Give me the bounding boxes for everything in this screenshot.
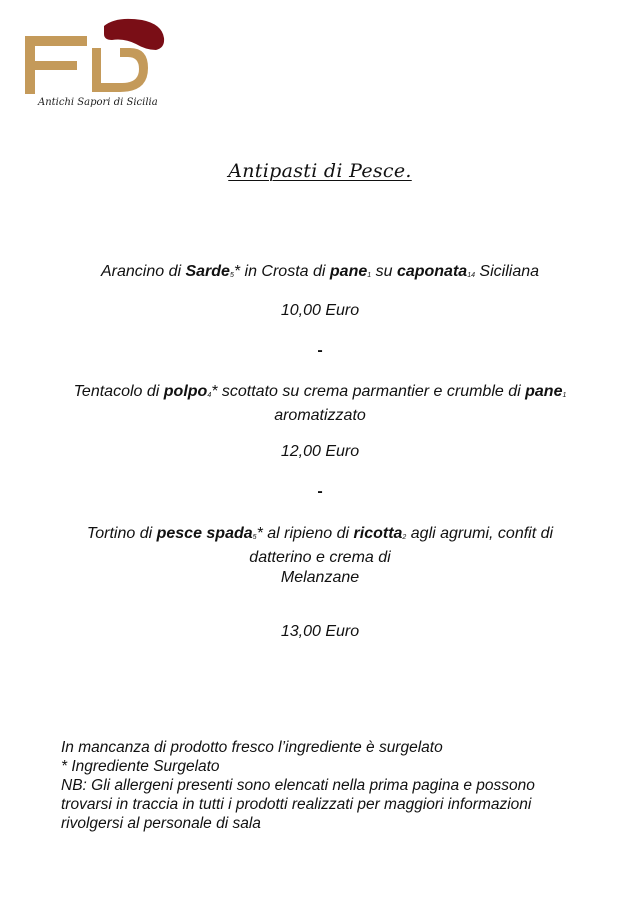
allergen-number: 2: [402, 534, 407, 541]
allergen-notes: [61, 738, 581, 833]
dish-text: * scottato su crema parmantier e crumble di: [211, 383, 526, 400]
dish-description: [60, 382, 580, 426]
allergen-number: 1: [562, 392, 567, 399]
note-line: In mancanza di prodotto fresco l’ingrediente è surgelato: [61, 739, 443, 756]
note-line: rivolgersi al personale di sala: [61, 815, 261, 832]
ingredient-highlight: Sarde: [185, 263, 230, 280]
note-line: NB: Gli allergeni presenti sono elencati nella prima pagina e possono: [61, 777, 535, 794]
dish-price: 10,00 Euro: [280, 302, 360, 319]
ingredient-highlight: caponata: [396, 263, 468, 280]
separator: -: [317, 483, 323, 500]
dish-text: su: [371, 263, 397, 280]
separator: -: [317, 342, 323, 359]
dish-text: aromatizzato: [274, 407, 366, 424]
allergen-number: 5: [229, 272, 234, 279]
dish-text: Tentacolo di: [73, 383, 164, 400]
allergen-number: 1: [367, 272, 372, 279]
dish-text: Tortino di: [86, 525, 157, 542]
dish-description: [60, 262, 580, 286]
dish-price: 13,00 Euro: [280, 623, 360, 640]
allergen-number: 5: [252, 534, 257, 541]
note-line: * Ingrediente Surgelato: [61, 758, 220, 775]
allergen-number: 14: [467, 272, 475, 279]
dish-text: Melanzane: [280, 569, 360, 586]
dish-description: [60, 524, 580, 588]
dish-text: * al ripieno di: [256, 525, 354, 542]
ingredient-highlight: polpo: [163, 383, 208, 400]
section-title: Antipasti di Pesce.: [228, 160, 412, 182]
allergen-number: 4: [207, 392, 212, 399]
ingredient-highlight: pesce spada: [156, 525, 253, 542]
dish-text: agli agrumi, confit di datterino e crema di: [249, 525, 554, 566]
note-line: trovarsi in traccia in tutti i prodotti realizzati per maggiori informazioni: [61, 796, 532, 813]
ingredient-highlight: ricotta: [353, 525, 403, 542]
ingredient-highlight: pane: [329, 263, 368, 280]
ingredient-highlight: pane: [525, 383, 563, 400]
dish-text: Arancino di: [100, 263, 186, 280]
restaurant-logo: [20, 18, 180, 118]
logo-tagline: Antichi Sapori di Sicilia: [38, 97, 158, 108]
dish-text: * in Crosta di: [233, 263, 330, 280]
dish-text: Siciliana: [474, 263, 540, 280]
dish-price: 12,00 Euro: [280, 443, 360, 460]
